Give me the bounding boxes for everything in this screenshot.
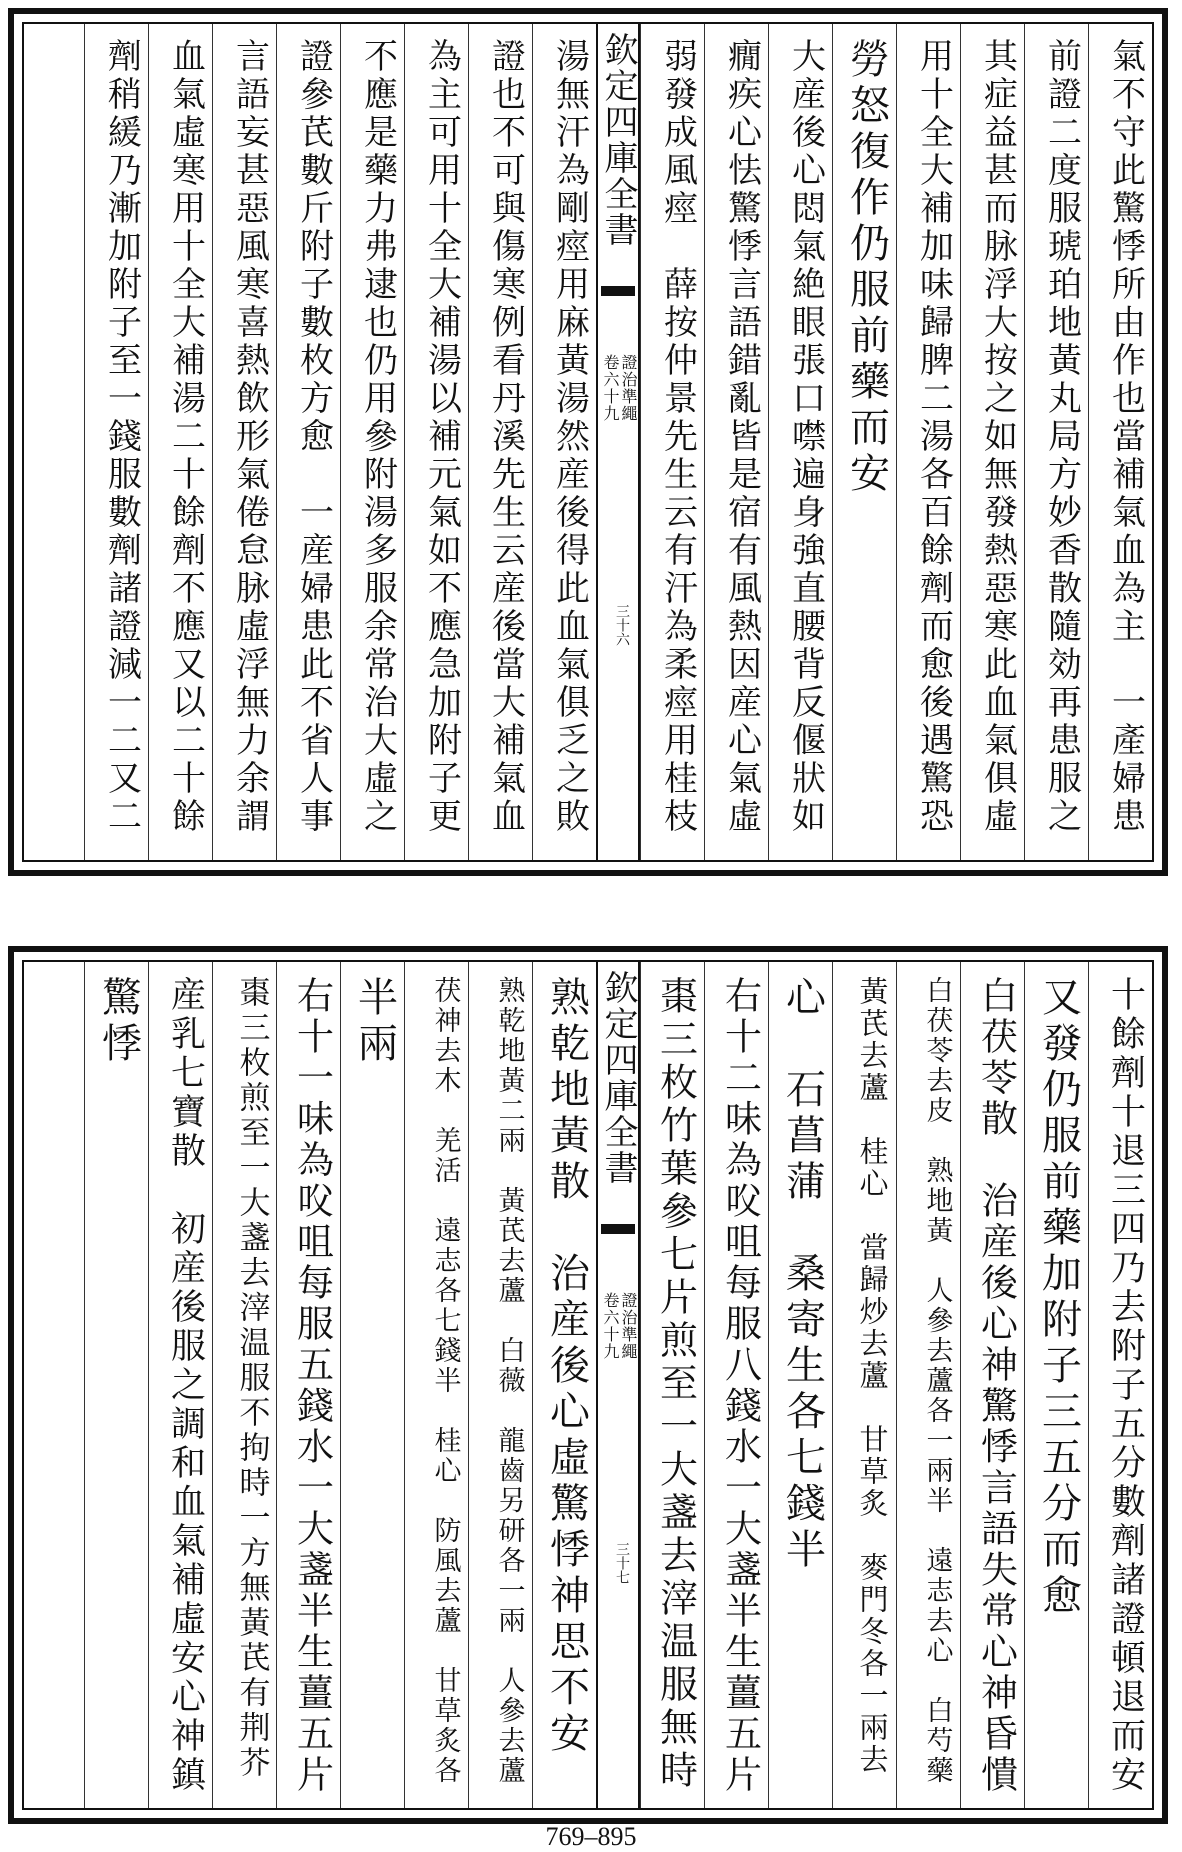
center-gutter	[596, 962, 640, 1808]
text-column	[768, 24, 832, 860]
column-text: 白茯苓散 治産後心神驚悸言語失常心神昏憒	[974, 976, 1018, 1796]
gutter-book-title: 證治準繩	[619, 354, 638, 422]
column-text: 大産後心悶氣絶眼張口噤遍身強直腰背反偃狀如	[785, 38, 826, 836]
column-text: 證參芪數斤附子數枚方愈 一産婦患此不省人事	[293, 38, 334, 836]
column-text: 十餘劑十退三四乃去附子五分數劑諸證頓退而安	[1105, 976, 1146, 1795]
center-gutter	[596, 24, 640, 860]
text-column	[212, 962, 276, 1808]
text-column	[84, 962, 148, 1808]
column-text: 言語妄甚惡風寒喜熱飲形氣倦怠脉虛浮無力余謂	[229, 38, 270, 836]
text-column	[832, 962, 896, 1808]
column-text: 又發仍服前藥加附子三五分而愈	[1035, 976, 1082, 1620]
text-column	[532, 962, 596, 1808]
column-text: 白茯苓去皮 熟地黃 人參去蘆各一兩半 遠志去心 白芍藥	[921, 976, 953, 1786]
column-text: 前證二度服琥珀地黃丸局方妙香散隨効再患服之	[1041, 38, 1082, 836]
column-text: 為主可用十全大補湯以補元氣如不應急加附子更	[421, 38, 462, 836]
text-column	[1088, 962, 1152, 1808]
column-text: 劑稍緩乃漸加附子至一錢服數劑諸證減一二又二	[101, 38, 142, 836]
column-text: 弱發成風痙 薛按仲景先生云有汗為柔痙用桂枝	[657, 38, 698, 836]
column-text: 茯神去木 羌活 遠志各七錢半 桂心 防風去蘆 甘草炙各	[429, 976, 461, 1786]
page-footer-number: 769–895	[545, 1822, 637, 1851]
column-text: 湯無汗為剛痙用麻黃湯然産後得此血氣俱乏之敗	[549, 38, 590, 836]
column-text: 不應是藥力弗逮也仍用參附湯多服余常治大虛之	[357, 38, 398, 836]
text-column	[960, 24, 1024, 860]
column-text: 半兩	[351, 976, 398, 1068]
text-column	[212, 24, 276, 860]
text-column	[468, 24, 532, 860]
gutter-title: 欽定四庫全書	[598, 32, 638, 248]
gutter-book-title: 證治準繩	[619, 1292, 638, 1360]
text-column	[960, 962, 1024, 1808]
text-column	[404, 962, 468, 1808]
column-text: 用十全大補加味歸脾二湯各百餘劑而愈後遇驚恐	[913, 38, 954, 836]
text-column	[640, 24, 704, 860]
column-text: 熟乾地黃二兩 黃芪去蘆 白薇 龍齒另研各一兩 人參去蘆	[493, 976, 525, 1786]
top-page-body	[22, 22, 1154, 862]
bottom-page	[8, 946, 1168, 1824]
column-text: 黃芪去蘆 桂心 當歸炒去蘆 甘草炙 麥門冬各一兩去	[855, 976, 890, 1776]
column-text: 勞怒復作仍服前藥而安	[843, 38, 890, 498]
column-text: 棗三枚竹葉參七片煎至一大盞去滓温服無時	[653, 976, 698, 1793]
text-column	[640, 962, 704, 1808]
gutter-page-number: 三十七	[614, 1542, 630, 1584]
column-text: 驚悸	[95, 976, 142, 1068]
column-text: 心 石菖蒲 桑寄生各七錢半	[779, 976, 826, 1574]
gutter-page-number: 三十六	[614, 604, 630, 646]
text-column	[1088, 24, 1152, 860]
column-text: 血氣虛寒用十全大補湯二十餘劑不應又以二十餘	[165, 38, 206, 836]
text-column	[832, 24, 896, 860]
column-text: 熟乾地黃散 治産後心虛驚悸神思不安	[543, 976, 590, 1758]
text-column	[896, 962, 960, 1808]
text-column	[768, 962, 832, 1808]
text-column	[148, 962, 212, 1808]
text-column	[404, 24, 468, 860]
gutter-volume: 卷六十九	[601, 354, 620, 422]
column-text: 右十二味為㕮咀每服八錢水一大盞半生薑五片	[718, 976, 762, 1796]
column-text: 棗三枚煎至一大盞去滓温服不拘時一方無黃芪有荆芥	[233, 976, 270, 1781]
fishtail-mark	[601, 1224, 635, 1248]
text-column	[340, 962, 404, 1808]
text-column	[148, 24, 212, 860]
column-text: 其症益甚而脉浮大按之如無發熱惡寒此血氣俱虛	[977, 38, 1018, 836]
gutter-title: 欽定四庫全書	[598, 970, 638, 1186]
text-column	[1024, 24, 1088, 860]
column-text: 右十一味為㕮咀每服五錢水一大盞半生薑五片	[290, 976, 334, 1796]
text-column	[896, 24, 960, 860]
text-column	[340, 24, 404, 860]
text-column	[276, 24, 340, 860]
fishtail-mark	[601, 286, 635, 310]
text-column	[704, 962, 768, 1808]
text-column	[1024, 962, 1088, 1808]
top-page	[8, 8, 1168, 876]
column-text: 癇疾心怯驚悸言語錯亂皆是宿有風熱因産心氣虛	[721, 38, 762, 836]
bottom-page-body	[22, 960, 1154, 1810]
gutter-volume: 卷六十九	[601, 1292, 620, 1360]
text-column	[532, 24, 596, 860]
column-text: 産乳七寶散 初産後服之調和血氣補虛安心神鎮	[165, 976, 206, 1795]
text-column	[276, 962, 340, 1808]
text-column	[84, 24, 148, 860]
column-text: 證也不可與傷寒例看丹溪先生云産後當大補氣血	[485, 38, 526, 836]
text-column	[704, 24, 768, 860]
column-text: 氣不守此驚悸所由作也當補氣血為主 一產婦患	[1105, 38, 1146, 836]
text-column	[468, 962, 532, 1808]
